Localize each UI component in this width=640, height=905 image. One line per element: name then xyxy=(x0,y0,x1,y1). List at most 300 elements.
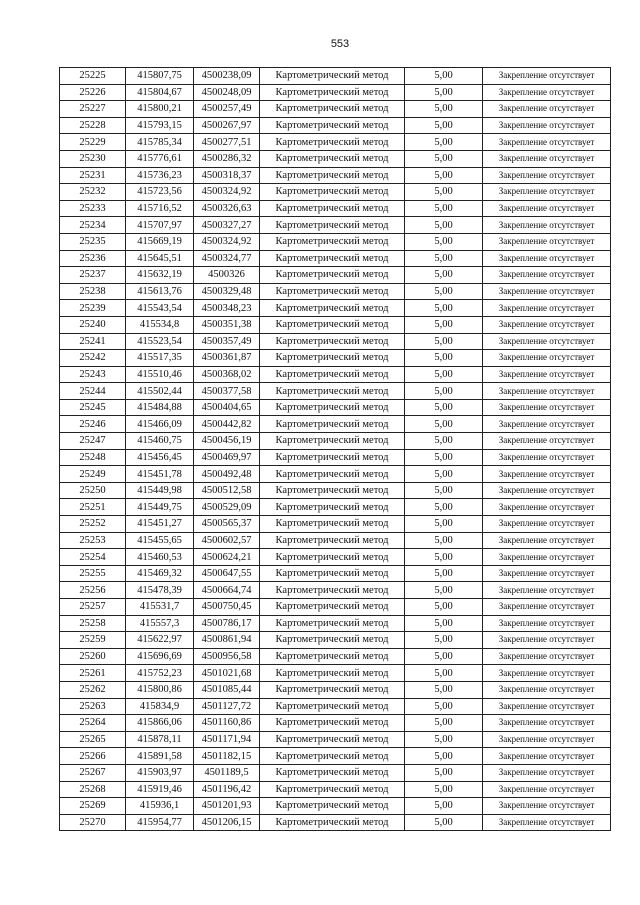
accuracy-cell: 5,00 xyxy=(405,433,483,450)
method-cell: Картометрический метод xyxy=(260,250,405,267)
table-row xyxy=(60,748,611,765)
accuracy-cell: 5,00 xyxy=(405,565,483,582)
accuracy-cell: 5,00 xyxy=(405,200,483,217)
x-coordinate-cell: 415517,35 xyxy=(126,350,194,367)
fixing-description-cell: Закрепление отсутствует xyxy=(483,267,611,284)
accuracy-cell: 5,00 xyxy=(405,482,483,499)
y-coordinate-cell: 4500492,48 xyxy=(194,466,260,483)
method-cell: Картометрический метод xyxy=(260,632,405,649)
x-coordinate-cell: 415510,46 xyxy=(126,366,194,383)
fixing-description-cell: Закрепление отсутствует xyxy=(483,150,611,167)
table-row xyxy=(60,101,611,118)
x-coordinate-cell: 415736,23 xyxy=(126,167,194,184)
table-row xyxy=(60,283,611,300)
accuracy-cell: 5,00 xyxy=(405,316,483,333)
y-coordinate-cell: 4500327,27 xyxy=(194,217,260,234)
accuracy-cell: 5,00 xyxy=(405,217,483,234)
fixing-description-cell: Закрепление отсутствует xyxy=(483,565,611,582)
fixing-description-cell: Закрепление отсутствует xyxy=(483,632,611,649)
method-cell: Картометрический метод xyxy=(260,615,405,632)
point-number-cell: 25256 xyxy=(60,582,126,599)
accuracy-cell: 5,00 xyxy=(405,648,483,665)
point-number-cell: 25244 xyxy=(60,383,126,400)
x-coordinate-cell: 415707,97 xyxy=(126,217,194,234)
accuracy-cell: 5,00 xyxy=(405,333,483,350)
table-row xyxy=(60,233,611,250)
method-cell: Картометрический метод xyxy=(260,582,405,599)
accuracy-cell: 5,00 xyxy=(405,681,483,698)
table-row xyxy=(60,648,611,665)
method-cell: Картометрический метод xyxy=(260,267,405,284)
x-coordinate-cell: 415954,77 xyxy=(126,814,194,831)
x-coordinate-cell: 415866,06 xyxy=(126,715,194,732)
y-coordinate-cell: 4500348,23 xyxy=(194,300,260,317)
fixing-description-cell: Закрепление отсутствует xyxy=(483,233,611,250)
x-coordinate-cell: 415613,76 xyxy=(126,283,194,300)
fixing-description-cell: Закрепление отсутствует xyxy=(483,84,611,101)
y-coordinate-cell: 4500469,97 xyxy=(194,449,260,466)
fixing-description-cell: Закрепление отсутствует xyxy=(483,316,611,333)
y-coordinate-cell: 4500664,74 xyxy=(194,582,260,599)
x-coordinate-cell: 415455,65 xyxy=(126,532,194,549)
y-coordinate-cell: 4500602,57 xyxy=(194,532,260,549)
y-coordinate-cell: 4500357,49 xyxy=(194,333,260,350)
point-number-cell: 25240 xyxy=(60,316,126,333)
accuracy-cell: 5,00 xyxy=(405,150,483,167)
table-row xyxy=(60,68,611,85)
y-coordinate-cell: 4500324,92 xyxy=(194,233,260,250)
fixing-description-cell: Закрепление отсутствует xyxy=(483,383,611,400)
y-coordinate-cell: 4500318,37 xyxy=(194,167,260,184)
table-row xyxy=(60,184,611,201)
table-row xyxy=(60,383,611,400)
y-coordinate-cell: 4500647,55 xyxy=(194,565,260,582)
x-coordinate-cell: 415451,78 xyxy=(126,466,194,483)
y-coordinate-cell: 4500442,82 xyxy=(194,416,260,433)
y-coordinate-cell: 4500750,45 xyxy=(194,599,260,616)
table-row xyxy=(60,565,611,582)
x-coordinate-cell: 415669,19 xyxy=(126,233,194,250)
accuracy-cell: 5,00 xyxy=(405,499,483,516)
y-coordinate-cell: 4500512,58 xyxy=(194,482,260,499)
method-cell: Картометрический метод xyxy=(260,698,405,715)
method-cell: Картометрический метод xyxy=(260,333,405,350)
method-cell: Картометрический метод xyxy=(260,433,405,450)
y-coordinate-cell: 4501189,5 xyxy=(194,764,260,781)
y-coordinate-cell: 4500238,09 xyxy=(194,68,260,85)
fixing-description-cell: Закрепление отсутствует xyxy=(483,68,611,85)
accuracy-cell: 5,00 xyxy=(405,184,483,201)
method-cell: Картометрический метод xyxy=(260,798,405,815)
x-coordinate-cell: 415484,88 xyxy=(126,399,194,416)
y-coordinate-cell: 4500324,77 xyxy=(194,250,260,267)
x-coordinate-cell: 415807,75 xyxy=(126,68,194,85)
method-cell: Картометрический метод xyxy=(260,814,405,831)
accuracy-cell: 5,00 xyxy=(405,267,483,284)
point-number-cell: 25235 xyxy=(60,233,126,250)
point-number-cell: 25234 xyxy=(60,217,126,234)
method-cell: Картометрический метод xyxy=(260,101,405,118)
method-cell: Картометрический метод xyxy=(260,366,405,383)
x-coordinate-cell: 415804,67 xyxy=(126,84,194,101)
point-number-cell: 25269 xyxy=(60,798,126,815)
point-number-cell: 25227 xyxy=(60,101,126,118)
table-row xyxy=(60,482,611,499)
method-cell: Картометрический метод xyxy=(260,549,405,566)
fixing-description-cell: Закрепление отсутствует xyxy=(483,466,611,483)
y-coordinate-cell: 4500351,38 xyxy=(194,316,260,333)
accuracy-cell: 5,00 xyxy=(405,632,483,649)
table-row xyxy=(60,549,611,566)
table-row xyxy=(60,599,611,616)
fixing-description-cell: Закрепление отсутствует xyxy=(483,715,611,732)
x-coordinate-cell: 415449,75 xyxy=(126,499,194,516)
fixing-description-cell: Закрепление отсутствует xyxy=(483,582,611,599)
method-cell: Картометрический метод xyxy=(260,217,405,234)
point-number-cell: 25270 xyxy=(60,814,126,831)
method-cell: Картометрический метод xyxy=(260,350,405,367)
y-coordinate-cell: 4500267,97 xyxy=(194,117,260,134)
table-row xyxy=(60,665,611,682)
x-coordinate-cell: 415723,56 xyxy=(126,184,194,201)
point-number-cell: 25243 xyxy=(60,366,126,383)
fixing-description-cell: Закрепление отсутствует xyxy=(483,117,611,134)
method-cell: Картометрический метод xyxy=(260,167,405,184)
x-coordinate-cell: 415800,21 xyxy=(126,101,194,118)
y-coordinate-cell: 4500361,87 xyxy=(194,350,260,367)
fixing-description-cell: Закрепление отсутствует xyxy=(483,781,611,798)
fixing-description-cell: Закрепление отсутствует xyxy=(483,516,611,533)
point-number-cell: 25246 xyxy=(60,416,126,433)
fixing-description-cell: Закрепление отсутствует xyxy=(483,748,611,765)
table-row xyxy=(60,499,611,516)
y-coordinate-cell: 4501196,42 xyxy=(194,781,260,798)
fixing-description-cell: Закрепление отсутствует xyxy=(483,549,611,566)
method-cell: Картометрический метод xyxy=(260,781,405,798)
accuracy-cell: 5,00 xyxy=(405,781,483,798)
method-cell: Картометрический метод xyxy=(260,466,405,483)
accuracy-cell: 5,00 xyxy=(405,449,483,466)
accuracy-cell: 5,00 xyxy=(405,101,483,118)
x-coordinate-cell: 415919,46 xyxy=(126,781,194,798)
y-coordinate-cell: 4501182,15 xyxy=(194,748,260,765)
point-number-cell: 25231 xyxy=(60,167,126,184)
table-row xyxy=(60,117,611,134)
method-cell: Картометрический метод xyxy=(260,748,405,765)
x-coordinate-cell: 415449,98 xyxy=(126,482,194,499)
accuracy-cell: 5,00 xyxy=(405,68,483,85)
method-cell: Картометрический метод xyxy=(260,731,405,748)
y-coordinate-cell: 4501160,86 xyxy=(194,715,260,732)
y-coordinate-cell: 4500277,51 xyxy=(194,134,260,151)
table-row xyxy=(60,350,611,367)
x-coordinate-cell: 415776,61 xyxy=(126,150,194,167)
table-row xyxy=(60,167,611,184)
fixing-description-cell: Закрепление отсутствует xyxy=(483,499,611,516)
fixing-description-cell: Закрепление отсутствует xyxy=(483,764,611,781)
x-coordinate-cell: 415451,27 xyxy=(126,516,194,533)
accuracy-cell: 5,00 xyxy=(405,283,483,300)
fixing-description-cell: Закрепление отсутствует xyxy=(483,599,611,616)
y-coordinate-cell: 4500329,48 xyxy=(194,283,260,300)
accuracy-cell: 5,00 xyxy=(405,416,483,433)
y-coordinate-cell: 4501127,72 xyxy=(194,698,260,715)
point-number-cell: 25229 xyxy=(60,134,126,151)
x-coordinate-cell: 415752,23 xyxy=(126,665,194,682)
accuracy-cell: 5,00 xyxy=(405,383,483,400)
table-row xyxy=(60,300,611,317)
table-body xyxy=(60,68,611,831)
table-row xyxy=(60,399,611,416)
point-number-cell: 25268 xyxy=(60,781,126,798)
x-coordinate-cell: 415460,53 xyxy=(126,549,194,566)
x-coordinate-cell: 415469,32 xyxy=(126,565,194,582)
x-coordinate-cell: 415800,86 xyxy=(126,681,194,698)
point-number-cell: 25248 xyxy=(60,449,126,466)
method-cell: Картометрический метод xyxy=(260,599,405,616)
accuracy-cell: 5,00 xyxy=(405,117,483,134)
accuracy-cell: 5,00 xyxy=(405,350,483,367)
method-cell: Картометрический метод xyxy=(260,84,405,101)
x-coordinate-cell: 415936,1 xyxy=(126,798,194,815)
x-coordinate-cell: 415531,7 xyxy=(126,599,194,616)
x-coordinate-cell: 415785,34 xyxy=(126,134,194,151)
fixing-description-cell: Закрепление отсутствует xyxy=(483,250,611,267)
fixing-description-cell: Закрепление отсутствует xyxy=(483,731,611,748)
accuracy-cell: 5,00 xyxy=(405,250,483,267)
point-number-cell: 25242 xyxy=(60,350,126,367)
method-cell: Картометрический метод xyxy=(260,665,405,682)
y-coordinate-cell: 4501171,94 xyxy=(194,731,260,748)
method-cell: Картометрический метод xyxy=(260,715,405,732)
point-number-cell: 25261 xyxy=(60,665,126,682)
accuracy-cell: 5,00 xyxy=(405,300,483,317)
x-coordinate-cell: 415793,15 xyxy=(126,117,194,134)
fixing-description-cell: Закрепление отсутствует xyxy=(483,399,611,416)
point-number-cell: 25247 xyxy=(60,433,126,450)
fixing-description-cell: Закрепление отсутствует xyxy=(483,333,611,350)
method-cell: Картометрический метод xyxy=(260,117,405,134)
fixing-description-cell: Закрепление отсутствует xyxy=(483,814,611,831)
point-number-cell: 25237 xyxy=(60,267,126,284)
table-row xyxy=(60,316,611,333)
point-number-cell: 25265 xyxy=(60,731,126,748)
table-row xyxy=(60,632,611,649)
x-coordinate-cell: 415696,69 xyxy=(126,648,194,665)
x-coordinate-cell: 415716,52 xyxy=(126,200,194,217)
accuracy-cell: 5,00 xyxy=(405,665,483,682)
accuracy-cell: 5,00 xyxy=(405,84,483,101)
method-cell: Картометрический метод xyxy=(260,200,405,217)
method-cell: Картометрический метод xyxy=(260,283,405,300)
fixing-description-cell: Закрепление отсутствует xyxy=(483,167,611,184)
point-number-cell: 25228 xyxy=(60,117,126,134)
x-coordinate-cell: 415502,44 xyxy=(126,383,194,400)
y-coordinate-cell: 4500456,19 xyxy=(194,433,260,450)
point-number-cell: 25253 xyxy=(60,532,126,549)
accuracy-cell: 5,00 xyxy=(405,466,483,483)
x-coordinate-cell: 415632,19 xyxy=(126,267,194,284)
fixing-description-cell: Закрепление отсутствует xyxy=(483,681,611,698)
point-number-cell: 25245 xyxy=(60,399,126,416)
method-cell: Картометрический метод xyxy=(260,233,405,250)
y-coordinate-cell: 4500257,49 xyxy=(194,101,260,118)
x-coordinate-cell: 415478,39 xyxy=(126,582,194,599)
x-coordinate-cell: 415622,97 xyxy=(126,632,194,649)
table-row xyxy=(60,333,611,350)
point-number-cell: 25236 xyxy=(60,250,126,267)
fixing-description-cell: Закрепление отсутствует xyxy=(483,200,611,217)
y-coordinate-cell: 4500565,37 xyxy=(194,516,260,533)
accuracy-cell: 5,00 xyxy=(405,549,483,566)
table-row xyxy=(60,433,611,450)
y-coordinate-cell: 4500529,09 xyxy=(194,499,260,516)
y-coordinate-cell: 4501021,68 xyxy=(194,665,260,682)
y-coordinate-cell: 4500324,92 xyxy=(194,184,260,201)
method-cell: Картометрический метод xyxy=(260,68,405,85)
coordinates-table xyxy=(59,67,611,831)
fixing-description-cell: Закрепление отсутствует xyxy=(483,482,611,499)
point-number-cell: 25238 xyxy=(60,283,126,300)
fixing-description-cell: Закрепление отсутствует xyxy=(483,134,611,151)
fixing-description-cell: Закрепление отсутствует xyxy=(483,532,611,549)
table-row xyxy=(60,84,611,101)
table-row xyxy=(60,582,611,599)
fixing-description-cell: Закрепление отсутствует xyxy=(483,350,611,367)
point-number-cell: 25255 xyxy=(60,565,126,582)
method-cell: Картометрический метод xyxy=(260,764,405,781)
table-row xyxy=(60,731,611,748)
y-coordinate-cell: 4500248,09 xyxy=(194,84,260,101)
accuracy-cell: 5,00 xyxy=(405,366,483,383)
table-row xyxy=(60,814,611,831)
point-number-cell: 25239 xyxy=(60,300,126,317)
y-coordinate-cell: 4500326 xyxy=(194,267,260,284)
page-number: 553 xyxy=(330,38,350,50)
accuracy-cell: 5,00 xyxy=(405,134,483,151)
accuracy-cell: 5,00 xyxy=(405,748,483,765)
y-coordinate-cell: 4500404,65 xyxy=(194,399,260,416)
fixing-description-cell: Закрепление отсутствует xyxy=(483,698,611,715)
accuracy-cell: 5,00 xyxy=(405,798,483,815)
y-coordinate-cell: 4500377,58 xyxy=(194,383,260,400)
accuracy-cell: 5,00 xyxy=(405,599,483,616)
accuracy-cell: 5,00 xyxy=(405,582,483,599)
table-row xyxy=(60,267,611,284)
y-coordinate-cell: 4501085,44 xyxy=(194,681,260,698)
accuracy-cell: 5,00 xyxy=(405,715,483,732)
fixing-description-cell: Закрепление отсутствует xyxy=(483,366,611,383)
x-coordinate-cell: 415645,51 xyxy=(126,250,194,267)
x-coordinate-cell: 415523,54 xyxy=(126,333,194,350)
fixing-description-cell: Закрепление отсутствует xyxy=(483,433,611,450)
table-row xyxy=(60,715,611,732)
point-number-cell: 25264 xyxy=(60,715,126,732)
y-coordinate-cell: 4500326,63 xyxy=(194,200,260,217)
point-number-cell: 25259 xyxy=(60,632,126,649)
point-number-cell: 25251 xyxy=(60,499,126,516)
x-coordinate-cell: 415891,58 xyxy=(126,748,194,765)
point-number-cell: 25225 xyxy=(60,68,126,85)
table-row xyxy=(60,466,611,483)
x-coordinate-cell: 415466,09 xyxy=(126,416,194,433)
method-cell: Картометрический метод xyxy=(260,482,405,499)
accuracy-cell: 5,00 xyxy=(405,615,483,632)
accuracy-cell: 5,00 xyxy=(405,532,483,549)
fixing-description-cell: Закрепление отсутствует xyxy=(483,217,611,234)
x-coordinate-cell: 415557,3 xyxy=(126,615,194,632)
x-coordinate-cell: 415834,9 xyxy=(126,698,194,715)
table-row xyxy=(60,698,611,715)
fixing-description-cell: Закрепление отсутствует xyxy=(483,283,611,300)
point-number-cell: 25260 xyxy=(60,648,126,665)
table-row xyxy=(60,134,611,151)
table-row xyxy=(60,449,611,466)
point-number-cell: 25232 xyxy=(60,184,126,201)
accuracy-cell: 5,00 xyxy=(405,698,483,715)
method-cell: Картометрический метод xyxy=(260,499,405,516)
method-cell: Картометрический метод xyxy=(260,399,405,416)
table-row xyxy=(60,532,611,549)
fixing-description-cell: Закрепление отсутствует xyxy=(483,449,611,466)
fixing-description-cell: Закрепление отсутствует xyxy=(483,665,611,682)
x-coordinate-cell: 415903,97 xyxy=(126,764,194,781)
point-number-cell: 25266 xyxy=(60,748,126,765)
accuracy-cell: 5,00 xyxy=(405,731,483,748)
x-coordinate-cell: 415878,11 xyxy=(126,731,194,748)
y-coordinate-cell: 4500786,17 xyxy=(194,615,260,632)
point-number-cell: 25257 xyxy=(60,599,126,616)
y-coordinate-cell: 4500286,32 xyxy=(194,150,260,167)
table-row xyxy=(60,516,611,533)
y-coordinate-cell: 4500956,58 xyxy=(194,648,260,665)
point-number-cell: 25263 xyxy=(60,698,126,715)
point-number-cell: 25267 xyxy=(60,764,126,781)
y-coordinate-cell: 4500624,21 xyxy=(194,549,260,566)
table-row xyxy=(60,681,611,698)
point-number-cell: 25254 xyxy=(60,549,126,566)
table-row xyxy=(60,150,611,167)
method-cell: Картометрический метод xyxy=(260,416,405,433)
x-coordinate-cell: 415460,75 xyxy=(126,433,194,450)
accuracy-cell: 5,00 xyxy=(405,814,483,831)
fixing-description-cell: Закрепление отсутствует xyxy=(483,101,611,118)
table-row xyxy=(60,416,611,433)
point-number-cell: 25252 xyxy=(60,516,126,533)
fixing-description-cell: Закрепление отсутствует xyxy=(483,648,611,665)
fixing-description-cell: Закрепление отсутствует xyxy=(483,615,611,632)
y-coordinate-cell: 4500368,02 xyxy=(194,366,260,383)
table-row xyxy=(60,798,611,815)
x-coordinate-cell: 415543,54 xyxy=(126,300,194,317)
method-cell: Картометрический метод xyxy=(260,150,405,167)
point-number-cell: 25230 xyxy=(60,150,126,167)
point-number-cell: 25249 xyxy=(60,466,126,483)
table-row xyxy=(60,217,611,234)
point-number-cell: 25241 xyxy=(60,333,126,350)
x-coordinate-cell: 415456,45 xyxy=(126,449,194,466)
y-coordinate-cell: 4501206,15 xyxy=(194,814,260,831)
method-cell: Картометрический метод xyxy=(260,449,405,466)
method-cell: Картометрический метод xyxy=(260,681,405,698)
accuracy-cell: 5,00 xyxy=(405,764,483,781)
table-row xyxy=(60,250,611,267)
method-cell: Картометрический метод xyxy=(260,134,405,151)
point-number-cell: 25250 xyxy=(60,482,126,499)
fixing-description-cell: Закрепление отсутствует xyxy=(483,300,611,317)
method-cell: Картометрический метод xyxy=(260,300,405,317)
method-cell: Картометрический метод xyxy=(260,565,405,582)
